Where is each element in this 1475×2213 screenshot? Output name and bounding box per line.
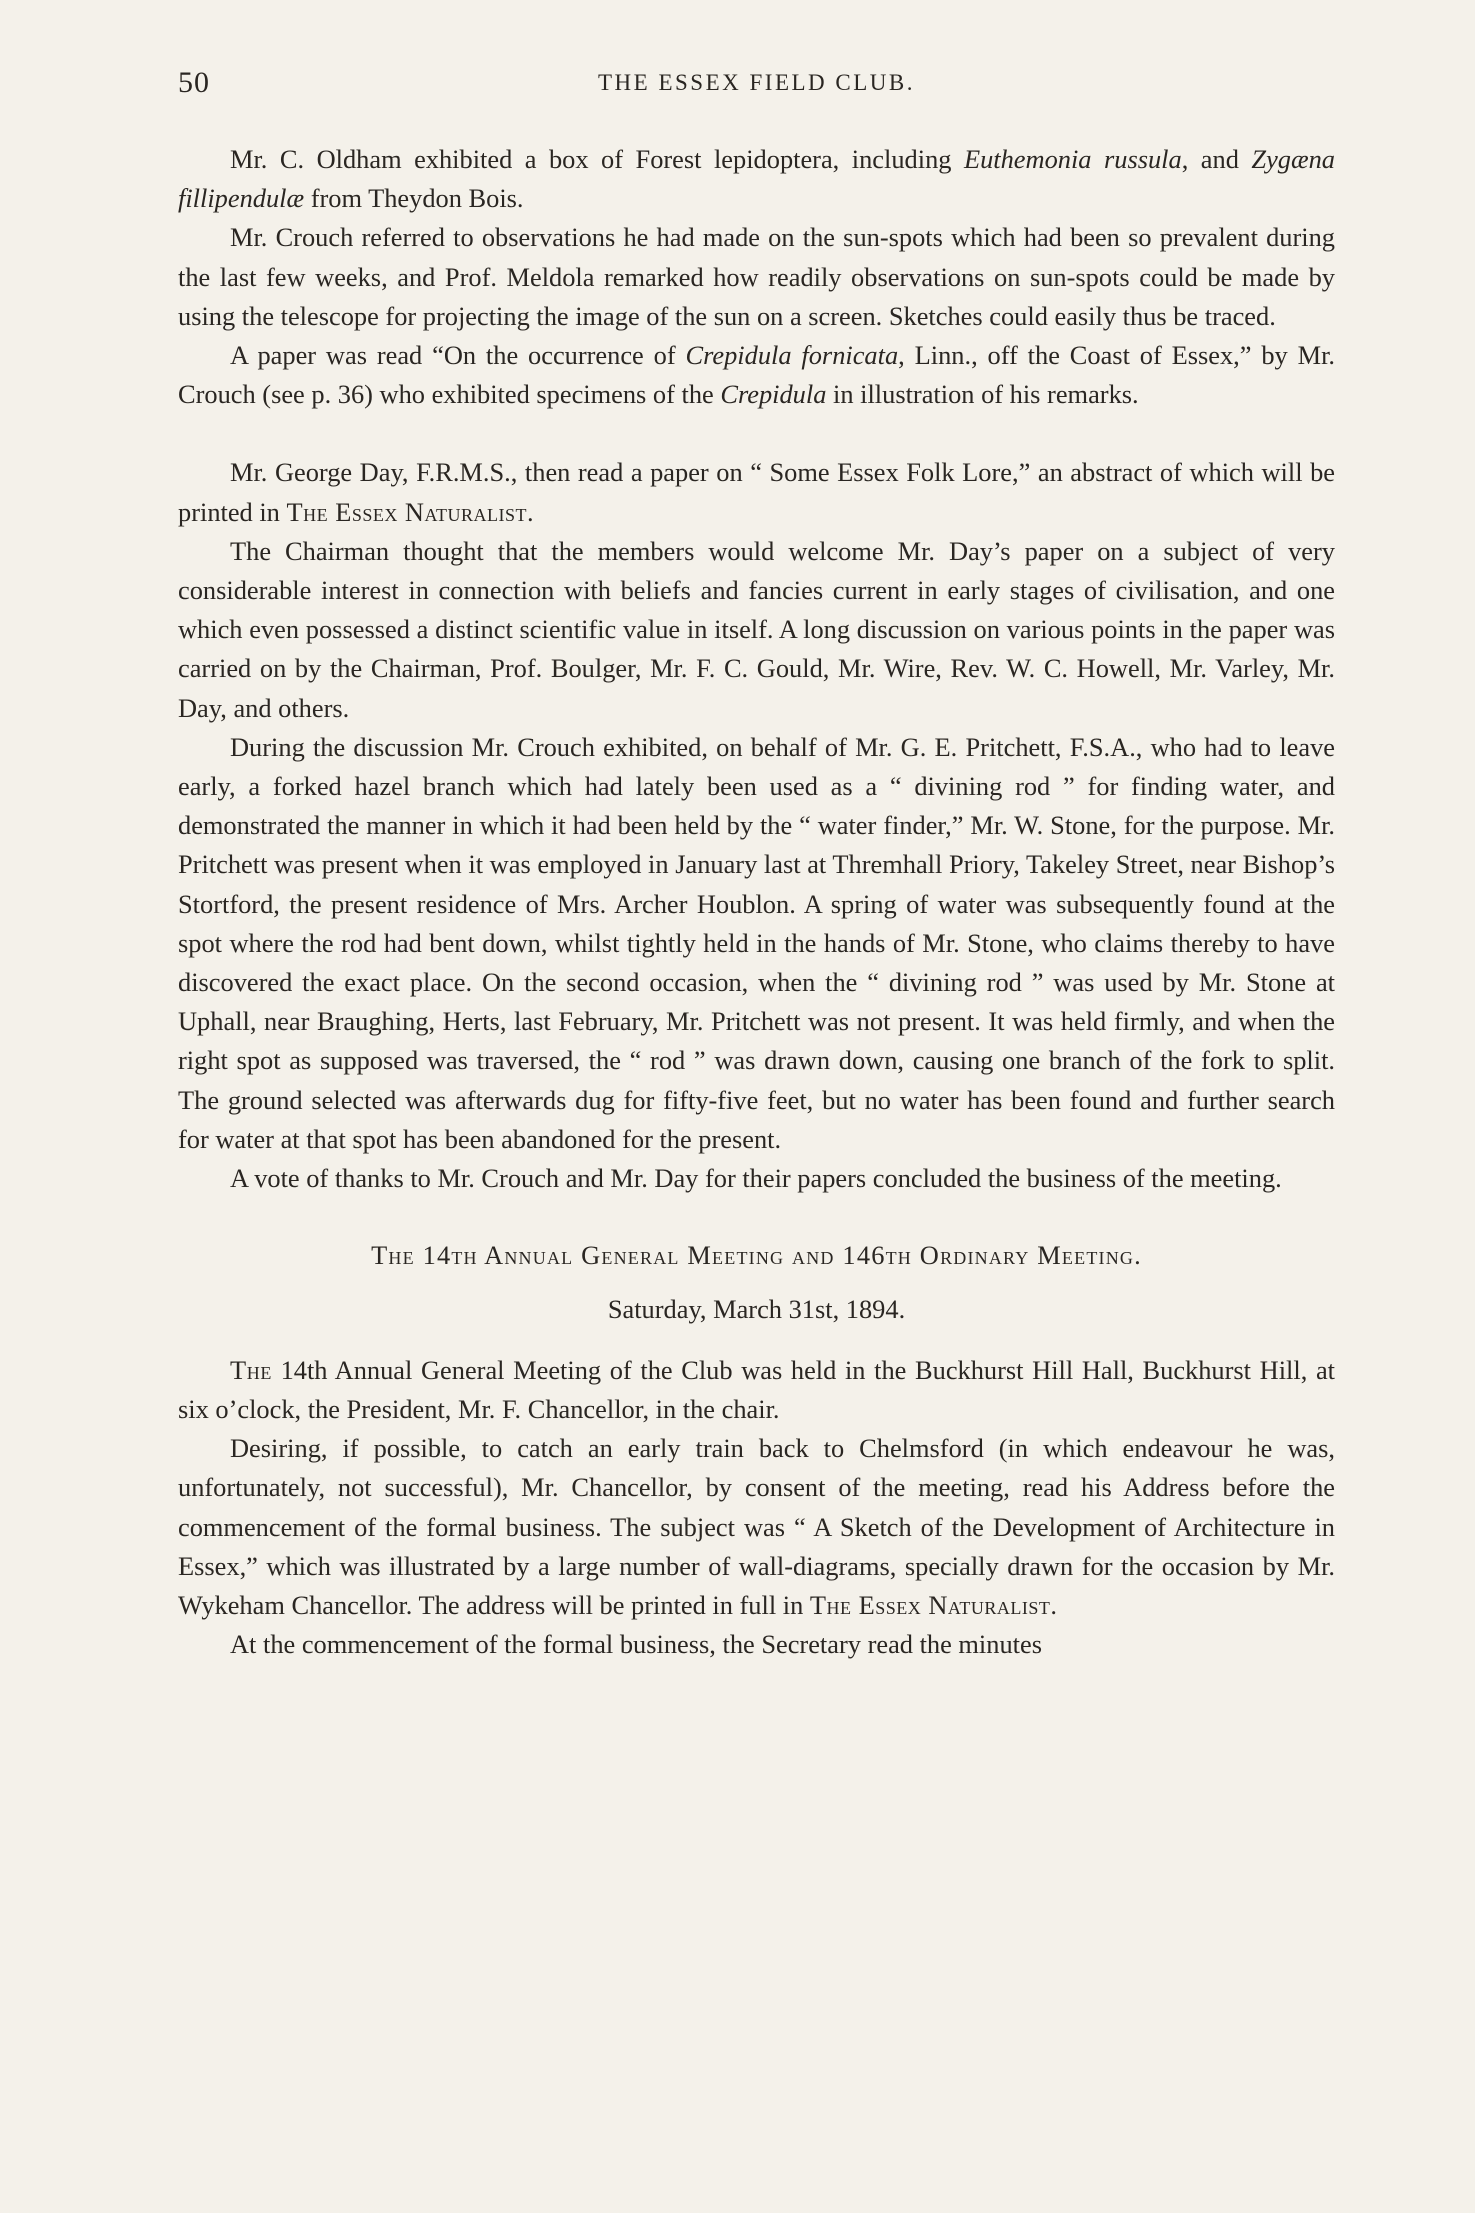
publication-title: The Essex Naturalist xyxy=(286,496,527,527)
paragraph-oldham-exhibit xyxy=(178,140,1335,218)
lead-word: The xyxy=(230,1354,272,1385)
text-run: . xyxy=(527,496,534,527)
text-run: Mr. C. Oldham exhibited a box of Forest lepidoptera, including xyxy=(230,144,964,174)
paragraph-sun-spots: Mr. Crouch referred to observations he had made on the sun-spots which had been so prevalent during the last few weeks, and Prof. Meldola remarked how readily observations on sun-spots could be made by using the telescope for projecting the image of the sun on a screen. Sketches could easily thus be traced. xyxy=(178,222,1335,331)
journal-title: THE ESSEX FIELD CLUB. xyxy=(598,70,915,95)
body-text xyxy=(178,140,1335,1664)
text-run: , and xyxy=(1181,144,1252,174)
paragraph-president-address xyxy=(178,1429,1335,1625)
text-run: from Theydon Bois. xyxy=(304,183,524,214)
text-run: . xyxy=(1050,1589,1058,1620)
text-run: 14th Annual General Meeting of the Club was held in the Buckhurst Hill Hall, Buckhurst Hill, at six o’clock, the President, Mr. F. Chancellor, in the chair. xyxy=(178,1354,1335,1424)
species-name: Crepidula fornicata xyxy=(685,340,899,371)
paragraph-formal-business: At the commencement of the formal business, the Secretary read the minutes xyxy=(230,1629,1042,1660)
text-run: , Linn., off the Coast of Essex,” by Mr. Crouch (see p. 36) who exhibited specimens of the xyxy=(178,340,1335,410)
text-run: A paper was read “On the occurrence of xyxy=(230,340,686,371)
paragraph-vote-of-thanks: A vote of thanks to Mr. Crouch and Mr. Day for their papers concluded the business of the meeting. xyxy=(230,1163,1282,1194)
section-heading: The 14th Annual General Meeting and 146th Ordinary Meeting. xyxy=(371,1240,1142,1271)
meeting-date: Saturday, March 31st, 1894. xyxy=(607,1294,906,1325)
running-head xyxy=(178,66,1335,106)
paragraph-annual-meeting xyxy=(178,1351,1335,1429)
text-run: Desiring, if possible, to catch an early train back to Chelmsford (in which endeavour he was, unfortunately, not successful), Mr. Chancellor, by consent of the meeting, read his Address before the commencement of the formal business. The subject was “ A Sketch of the Development of Architecture in Essex,” which was illustrated by a large number of wall-diagrams, specially drawn for the occasion by Mr. Wykeham Chancellor. The address will be printed in full in xyxy=(178,1433,1335,1620)
paragraph-folk-lore xyxy=(178,453,1335,531)
species-name: Crepidula xyxy=(720,379,827,410)
text-run: Mr. George Day, F.R.M.S., then read a paper on “ Some Essex Folk Lore,” an abstract of which will be printed in xyxy=(178,457,1335,527)
species-name: Zygæna fillipendulæ xyxy=(178,144,1335,214)
publication-title: The Essex Naturalist xyxy=(809,1589,1051,1620)
species-name: Euthemonia russula xyxy=(963,144,1182,174)
text-run: in illustration of his remarks. xyxy=(826,379,1139,410)
paragraph-chairman-remarks: The Chairman thought that the members would welcome Mr. Day’s paper on a subject of very considerable interest in connection with beliefs and fancies current in early stages of civilisation, and one which even possessed a distinct scientific value in itself. A long discussion on various points in the paper was carried on by the Chairman, Prof. Boulger, Mr. F. C. Gould, Mr. Wire, Rev. W. C. Howell, Mr. Varley, Mr. Day, and others. xyxy=(178,535,1335,723)
paragraph-divining-rod: During the discussion Mr. Crouch exhibited, on behalf of Mr. G. E. Pritchett, F.S.A., who had to leave early, a forked hazel branch which had lately been used as a “ divining rod ” for finding water, and demonstrated the manner in which it had been held by the “ water finder,” Mr. W. Stone, for the purpose. Mr. Pritchett was present when it was employed in January last at Thremhall Priory, Takeley Street, near Bishop’s Stortford, the present residence of Mrs. Archer Houblon. A spring of water was subsequently found at the spot where the rod had bent down, whilst tightly held in the hands of Mr. Stone, who claims thereby to have discovered the exact place. On the second occasion, when the “ divining rod ” was used by Mr. Stone at Uphall, near Braughing, Herts, last February, Mr. Pritchett was not present. It was held firmly, and when the right spot as supposed was traversed, the “ rod ” was drawn down, causing one branch of the fork to split. The ground selected was afterwards dug for fifty-five feet, but no water has been found and further search for water at that spot has been abandoned for the present. xyxy=(178,731,1335,1154)
paragraph-crepidula-paper xyxy=(178,336,1335,414)
page-number: 50 xyxy=(178,66,210,99)
